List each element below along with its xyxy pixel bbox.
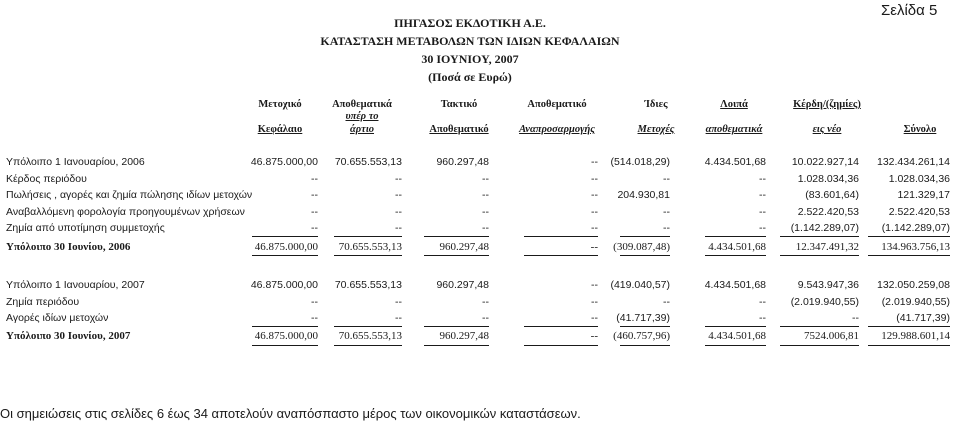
column-header-line1: Ίδιες xyxy=(644,99,668,110)
row-value: -- xyxy=(482,296,489,308)
column-header-line3: αποθεματικά xyxy=(705,124,763,135)
column-header-line3: εις νέο xyxy=(812,124,842,135)
row-value: (419.040,57) xyxy=(610,279,670,291)
row-value: -- xyxy=(395,206,402,218)
subtotal-rule xyxy=(868,326,950,327)
row-value: 960.297,48 xyxy=(436,156,489,168)
subtotal-rule xyxy=(334,236,402,237)
row-label: Υπόλοιπο 1 Ιανουαρίου, 2006 xyxy=(6,156,145,168)
row-value: -- xyxy=(759,173,766,185)
row-value: -- xyxy=(311,206,318,218)
column-header-line1: Κέρδη/(ζημίες) xyxy=(793,99,861,110)
row-value: (2.019.940,55) xyxy=(790,296,859,308)
row-value: 4.434.501,68 xyxy=(708,330,766,342)
row-value: 70.655.553,13 xyxy=(334,279,402,291)
subtotal-rule xyxy=(424,326,489,327)
total-rule xyxy=(780,255,859,256)
column-header-line1: Μετοχικό xyxy=(258,99,302,110)
row-label: Ζημία περιόδου xyxy=(6,296,80,308)
row-value: 70.655.553,13 xyxy=(338,330,402,342)
row-value: 960.297,48 xyxy=(439,241,489,253)
row-value: -- xyxy=(663,206,670,218)
total-rule xyxy=(252,345,318,346)
row-value: 129.988.601,14 xyxy=(881,330,950,342)
row-value: -- xyxy=(759,222,766,234)
title-line: ΚΑΤΑΣΤΑΣΗ ΜΕΤΑΒΟΛΩΝ ΤΩΝ ΙΔΙΩΝ ΚΕΦΑΛΑΙΩΝ xyxy=(320,34,620,48)
row-value: 12.347.491,32 xyxy=(795,241,859,253)
row-value: -- xyxy=(482,189,489,201)
row-value: -- xyxy=(395,222,402,234)
row-value: -- xyxy=(591,173,598,185)
subtotal-rule xyxy=(524,326,598,327)
row-value: (1.142.289,07) xyxy=(790,222,859,234)
column-header-line3: Μετοχές xyxy=(637,124,675,135)
row-value: -- xyxy=(311,173,318,185)
subtotal-rule xyxy=(705,326,766,327)
subtotal-rule xyxy=(252,326,318,327)
row-label: Πωλήσεις , αγορές και ζημία πώλησης ιδίων μετοχών xyxy=(6,189,253,201)
row-value: 2.522.420,53 xyxy=(797,206,859,218)
row-value: (460.757,96) xyxy=(613,330,670,342)
column-header-line1: Τακτικό xyxy=(440,99,478,110)
row-value: -- xyxy=(395,296,402,308)
row-value: -- xyxy=(395,189,402,201)
row-value: -- xyxy=(663,222,670,234)
title-line: (Ποσά σε Ευρώ) xyxy=(428,70,512,84)
row-value: -- xyxy=(591,206,598,218)
row-value: -- xyxy=(482,173,489,185)
total-rule xyxy=(705,345,766,346)
subtotal-rule xyxy=(334,326,402,327)
row-value: -- xyxy=(591,222,598,234)
total-rule xyxy=(868,345,950,346)
total-rule xyxy=(780,345,859,346)
row-value: 960.297,48 xyxy=(439,330,489,342)
subtotal-rule xyxy=(252,236,318,237)
subtotal-rule xyxy=(780,236,859,237)
row-value: 46.875.000,00 xyxy=(254,330,318,342)
column-header-line1: Αποθεματικά xyxy=(332,99,392,110)
row-value: 960.297,48 xyxy=(436,279,489,291)
row-label: Κέρδος περιόδου xyxy=(6,173,87,185)
row-label: Αναβαλλόμενη φορολογία προηγουμένων χρήσεων xyxy=(6,206,245,218)
total-rule xyxy=(252,255,318,256)
footnote: Οι σημειώσεις στις σελίδες 6 έως 34 αποτελούν αναπόσπαστο μέρος των οικονομικών καταστάσεων. xyxy=(0,406,581,421)
title-line: ΠΗΓΑΣΟΣ ΕΚΔΟΤΙΚΗ Α.Ε. xyxy=(394,16,546,30)
column-header-line3: Αποθεματικό xyxy=(429,124,489,135)
row-value: 4.434.501,68 xyxy=(704,156,766,168)
row-value: 134.963.756,13 xyxy=(881,241,950,253)
row-value: -- xyxy=(482,312,489,324)
row-value: (2.019.940,55) xyxy=(881,296,950,308)
total-rule xyxy=(620,345,670,346)
total-rule xyxy=(524,255,598,256)
total-rule xyxy=(424,255,489,256)
row-value: 70.655.553,13 xyxy=(334,156,402,168)
row-value: -- xyxy=(590,330,598,342)
row-value: -- xyxy=(591,296,598,308)
subtotal-rule xyxy=(620,326,670,327)
subtotal-rule xyxy=(780,326,859,327)
column-header-line1: Αποθεματικό xyxy=(527,99,587,110)
row-value: 4.434.501,68 xyxy=(704,279,766,291)
row-label: Υπόλοιπο 30 Ιουνίου, 2006 xyxy=(6,241,131,253)
row-value: -- xyxy=(663,173,670,185)
row-value: -- xyxy=(591,189,598,201)
row-value: 70.655.553,13 xyxy=(338,241,402,253)
row-value: -- xyxy=(311,189,318,201)
column-header-line3: άρτιο xyxy=(349,124,375,135)
total-rule xyxy=(620,255,670,256)
row-value: -- xyxy=(759,296,766,308)
row-value: -- xyxy=(759,189,766,201)
row-value: -- xyxy=(591,156,598,168)
row-label: Υπόλοιπο 30 Ιουνίου, 2007 xyxy=(6,330,131,342)
page-number: Σελίδα 5 xyxy=(881,2,938,19)
total-rule xyxy=(334,345,402,346)
row-value: 132.050.259,08 xyxy=(877,279,950,291)
row-label: Υπόλοιπο 1 Ιανουαρίου, 2007 xyxy=(6,279,145,291)
row-value: (514.018,29) xyxy=(610,156,670,168)
subtotal-rule xyxy=(524,236,598,237)
row-value: 46.875.000,00 xyxy=(250,279,318,291)
column-header-line1: Λοιπά xyxy=(720,99,748,110)
row-value: 46.875.000,00 xyxy=(250,156,318,168)
total-rule xyxy=(705,255,766,256)
row-value: -- xyxy=(395,312,402,324)
row-value: -- xyxy=(311,312,318,324)
row-value: -- xyxy=(311,222,318,234)
row-value: -- xyxy=(591,312,598,324)
row-value: 10.022.927,14 xyxy=(791,156,859,168)
row-value: 9.543.947,36 xyxy=(797,279,859,291)
row-value: (309.087,48) xyxy=(613,241,670,253)
row-value: -- xyxy=(663,296,670,308)
row-value: -- xyxy=(311,296,318,308)
row-value: 46.875.000,00 xyxy=(254,241,318,253)
total-rule xyxy=(334,255,402,256)
row-value: (41.717,39) xyxy=(616,312,670,324)
row-value: -- xyxy=(482,222,489,234)
row-label: Αγορές ιδίων μετοχών xyxy=(6,312,109,324)
column-header-line3: Σύνολο xyxy=(903,124,937,135)
column-header-line3: Κεφάλαιο xyxy=(257,124,303,135)
row-value: -- xyxy=(591,279,598,291)
row-value: 7524.006,81 xyxy=(804,330,859,342)
column-header-line2: υπέρ το xyxy=(345,111,379,122)
total-rule xyxy=(868,255,950,256)
row-value: 1.028.034,36 xyxy=(888,173,950,185)
subtotal-rule xyxy=(424,236,489,237)
row-value: -- xyxy=(759,206,766,218)
row-value: 2.522.420,53 xyxy=(888,206,950,218)
row-value: -- xyxy=(759,312,766,324)
row-value: 121.329,17 xyxy=(897,189,950,201)
row-value: -- xyxy=(590,241,598,253)
subtotal-rule xyxy=(620,236,670,237)
row-value: 132.434.261,14 xyxy=(877,156,950,168)
row-value: -- xyxy=(395,173,402,185)
row-value: -- xyxy=(852,312,859,324)
row-value: (41.717,39) xyxy=(896,312,950,324)
subtotal-rule xyxy=(868,236,950,237)
total-rule xyxy=(524,345,598,346)
row-label: Ζημία από υποτίμηση συμμετοχής xyxy=(6,222,165,234)
row-value: 1.028.034,36 xyxy=(797,173,859,185)
row-value: (83.601,64) xyxy=(805,189,859,201)
title-line: 30 ΙΟΥΝΙΟΥ, 2007 xyxy=(421,52,519,66)
row-value: 204.930,81 xyxy=(617,189,670,201)
row-value: (1.142.289,07) xyxy=(881,222,950,234)
row-value: 4.434.501,68 xyxy=(708,241,766,253)
row-value: -- xyxy=(482,206,489,218)
total-rule xyxy=(424,345,489,346)
subtotal-rule xyxy=(705,236,766,237)
column-header-line3: Αναπροσαρμογής xyxy=(519,124,595,135)
